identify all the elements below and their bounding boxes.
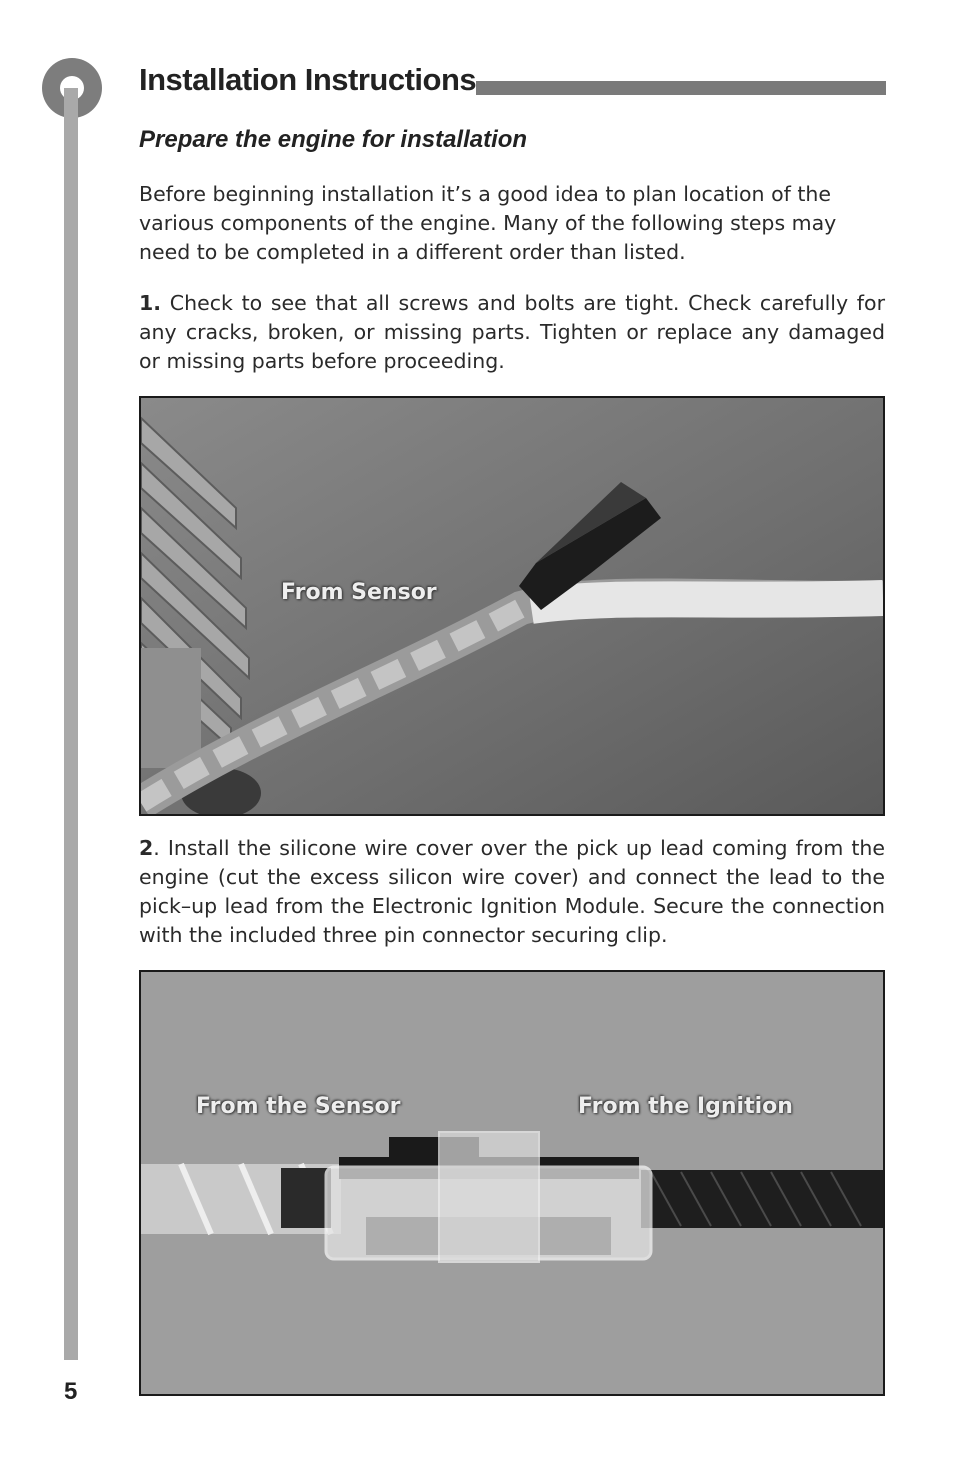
- photo2-caption-right: From the Ignition: [578, 1094, 793, 1119]
- section-subtitle: Prepare the engine for installation: [139, 126, 528, 153]
- photo-sensor-wire: [139, 396, 885, 816]
- intro-paragraph: Before beginning installation it’s a good idea to plan location of the various components of the engine. Many of the following steps may need to be completed in a different order than listed.: [139, 182, 837, 264]
- page-number: 5: [64, 1378, 78, 1405]
- step-1-number: 1.: [139, 291, 162, 315]
- step-2-text: . Install the silicone wire cover over the pick up lead coming from the engine (cut the excess silicon wire cover) and connect the lead to the pick–up lead from the Electronic Ignition Module. Secure the connection with the included three pin connector securing clip.: [139, 836, 885, 947]
- step-2-paragraph: [139, 834, 885, 950]
- step-1-paragraph: [139, 289, 885, 376]
- step-2-number: 2: [139, 836, 154, 860]
- photo1-caption: From Sensor: [281, 580, 437, 605]
- page-title: Installation Instructions: [139, 62, 477, 97]
- header-rule: [476, 81, 886, 95]
- photo-connector-clip: [139, 970, 885, 1396]
- photo2-caption-left: From the Sensor: [196, 1094, 401, 1119]
- step-1-text: Check to see that all screws and bolts are tight. Check carefully for any cracks, broken, or missing parts. Tighten or replace any damaged or missing parts before proceeding.: [139, 291, 885, 373]
- hook-connector: [64, 88, 78, 128]
- margin-bar: [64, 82, 78, 1360]
